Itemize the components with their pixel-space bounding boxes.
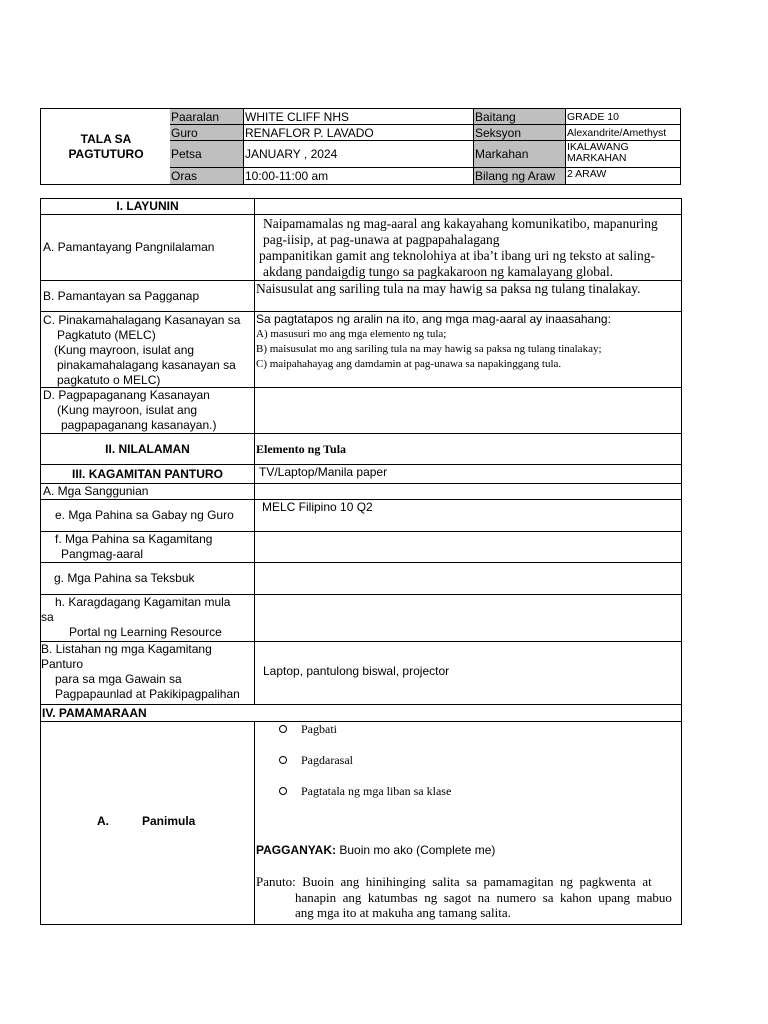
row-kagamitan-panturo [41, 465, 681, 484]
listahan-label-line-4: Pagpapaunlad at Pakikipagpalihan [55, 687, 240, 701]
pagganyak-label: PAGGANYAK: [256, 843, 337, 857]
value-oras: 10:00-11:00 am [244, 168, 474, 184]
melc-label-line-3: (Kung mayroon, isulat ang [54, 343, 195, 357]
row-kagamitang-pangmag-aaral [41, 532, 681, 563]
value-guro: RENAFLOR P. LAVADO [244, 125, 474, 141]
section-pamamaraan-title: IV. PAMAMARAAN [42, 706, 147, 720]
panuto-line-1: Panuto: Buoin ang hinihinging salita sa pamamagitan ng pagkwenta at [256, 874, 652, 889]
header-grid [170, 108, 681, 185]
melc-label-line-2: Pagkatuto (MELC) [57, 328, 156, 342]
lesson-plan-table [40, 198, 682, 925]
row-nilalaman [41, 434, 681, 465]
circle-bullet-icon [279, 756, 287, 764]
pangmag-aaral-label-line-2: Pangmag-aaral [61, 547, 144, 561]
bullet-pagtatala [279, 784, 451, 798]
listahan-label-line-2: Panturo [41, 657, 84, 671]
label-listahan-kagamitan [41, 642, 255, 704]
pagpapagana-label-line-1: D. Pagpapaganang Kasanayan [43, 388, 210, 402]
content-mga-sanggunian [255, 484, 681, 499]
content-gabay-ng-guro: MELC Filipino 10 Q2 [262, 500, 373, 514]
content-pamantayang-pangnilalaman [255, 215, 681, 280]
section-kagamitan-title: III. KAGAMITAN PANTURO [41, 465, 255, 483]
bullet-pagbati [279, 722, 337, 736]
pagpapagana-label-line-2: (Kung mayroon, isulat ang [57, 403, 198, 417]
karagdagan-label-line-3: Portal ng Learning Resource [69, 625, 222, 639]
panuto-line-3: ang mga ito at makuha ang tamang salita. [295, 905, 511, 920]
pangnilalaman-line-4: akdang pandaigdig tungo sa pagkakaroon ng kamalayang global. [263, 264, 614, 279]
circle-bullet-icon [279, 787, 287, 795]
content-listahan-kagamitan: Laptop, pantulong biswal, projector [263, 664, 450, 678]
melc-item-c: C) maipahahayag ang damdamin at pag-unawa sa napakinggang tula. [256, 358, 562, 370]
label-guro: Guro [170, 125, 244, 141]
row-melc [41, 312, 681, 388]
content-melc [255, 312, 681, 387]
section-layunin-title: I. LAYUNIN [41, 199, 255, 214]
row-listahan-kagamitan [41, 642, 681, 705]
pagganyak-text: Buoin mo ako (Complete me) [339, 843, 496, 857]
value-seksyon: Alexandrite/Amethyst [566, 125, 680, 141]
row-gabay-ng-guro [41, 500, 681, 532]
label-pamantayan-sa-pagganap: B. Pamantayan sa Pagganap [41, 281, 255, 311]
pangnilalaman-line-1: Naipamamalas ng mag-aaral ang kakayahang komunikatibo, mapanuring [263, 216, 658, 231]
pagganyak [256, 843, 495, 857]
value-markahan: IKALAWANG MARKAHAN [566, 141, 680, 168]
melc-label-line-5: pagkatuto o MELC) [57, 373, 161, 387]
value-paaralan: WHITE CLIFF NHS [244, 109, 474, 125]
label-karagdagang-kagamitan [41, 595, 255, 641]
row-pamamaraan-heading [41, 705, 681, 722]
circle-bullet-icon [279, 725, 287, 733]
label-seksyon: Seksyon [474, 125, 566, 141]
pagpapagana-label-line-3: pagpapaganang kasanayan.) [61, 418, 217, 432]
panuto-line-2: hanapin ang katumbas ng sagot na numero sa kahon upang mabuo [295, 889, 672, 905]
bullet-pagdarasal-text: Pagdarasal [301, 752, 353, 767]
listahan-label-line-3: para sa mga Gawain sa [55, 672, 182, 686]
row-karagdagang-kagamitan [41, 595, 681, 642]
bullet-pagbati-text: Pagbati [301, 722, 337, 736]
row-mga-sanggunian [41, 484, 681, 500]
label-pagpapaganang-kasanayan [41, 388, 255, 433]
document-title-line-1: TALA SA [80, 131, 132, 146]
panimula-letter: A. [97, 814, 109, 828]
content-karagdagang-kagamitan [255, 595, 681, 641]
bullet-pagtatala-text: Pagtatala ng mga liban sa klase [301, 783, 452, 798]
content-kagamitan: TV/Laptop/Manila paper [259, 465, 388, 479]
row-layunin-heading [41, 199, 681, 215]
row-panimula [41, 722, 681, 924]
content-pagpapaganang-kasanayan [255, 388, 681, 433]
pangnilalaman-line-3: pampanitikan gamit ang teknolohiya at iba’t ibang uri ng teksto at saling- [259, 248, 656, 263]
row-pamantayan-sa-pagganap [41, 281, 681, 312]
melc-label-line-1: C. Pinakamahalagang Kasanayan sa [43, 313, 241, 327]
document-title [40, 108, 172, 185]
value-petsa: JANUARY , 2024 [244, 141, 474, 168]
panuto [256, 874, 681, 921]
melc-item-b: B) maisusulat mo ang sariling tula na may hawig sa paksa ng tulang tinalakay; [256, 343, 602, 355]
label-melc [41, 312, 255, 387]
listahan-label-line-1: B. Listahan ng mga Kagamitang [41, 642, 212, 656]
label-markahan: Markahan [474, 141, 566, 168]
karagdagan-label-line-2: sa [41, 610, 54, 624]
value-baitang: GRADE 10 [566, 109, 680, 125]
pangnilalaman-line-2: pag-iisip, at pag-unawa at pagpapahalagang [263, 232, 500, 247]
melc-intro: Sa pagtatapos ng aralin na ito, ang mga mag-aaral ay inaasahang: [256, 312, 611, 326]
pangmag-aaral-label-line-1: f. Mga Pahina sa Kagamitang [55, 532, 213, 546]
melc-label-line-4: pinakamahalagang kasanayan sa [57, 358, 236, 372]
header-table [40, 108, 681, 184]
label-gabay-ng-guro: e. Mga Pahina sa Gabay ng Guro [41, 500, 255, 531]
label-petsa: Petsa [170, 141, 244, 168]
section-layunin-empty [255, 199, 681, 214]
content-panimula [255, 722, 681, 924]
label-pamantayang-pangnilalaman: A. Pamantayang Pangnilalaman [41, 215, 255, 280]
label-oras: Oras [170, 168, 244, 184]
content-kagamitang-pangmag-aaral [255, 532, 681, 562]
label-mga-sanggunian: A. Mga Sanggunian [41, 484, 255, 499]
melc-item-a: A) masusuri mo ang mga elemento ng tula; [256, 328, 447, 340]
document-title-line-2: PAGTUTURO [68, 146, 144, 161]
label-paaralan: Paaralan [170, 109, 244, 125]
row-pagpapaganang-kasanayan [41, 388, 681, 434]
section-nilalaman-title: II. NILALAMAN [41, 434, 255, 464]
content-pamantayan-sa-pagganap: Naisusulat ang sariling tula na may hawig sa paksa ng tulang tinalakay. [256, 281, 641, 296]
label-baitang: Baitang [474, 109, 566, 125]
label-kagamitang-pangmag-aaral [41, 532, 255, 562]
label-bilang-ng-araw: Bilang ng Araw [474, 168, 566, 184]
row-pamantayang-pangnilalaman [41, 215, 681, 281]
content-nilalaman: Elemento ng Tula [256, 441, 347, 456]
content-teksbuk [255, 563, 681, 594]
label-panimula [41, 722, 255, 924]
row-teksbuk [41, 563, 681, 595]
label-teksbuk: g. Mga Pahina sa Teksbuk [41, 563, 255, 594]
bullet-pagdarasal [279, 753, 353, 767]
value-bilang-ng-araw: 2 ARAW [567, 168, 607, 180]
panimula-label: Panimula [142, 814, 196, 828]
karagdagan-label-line-1: h. Karagdagang Kagamitan mula [55, 595, 231, 609]
